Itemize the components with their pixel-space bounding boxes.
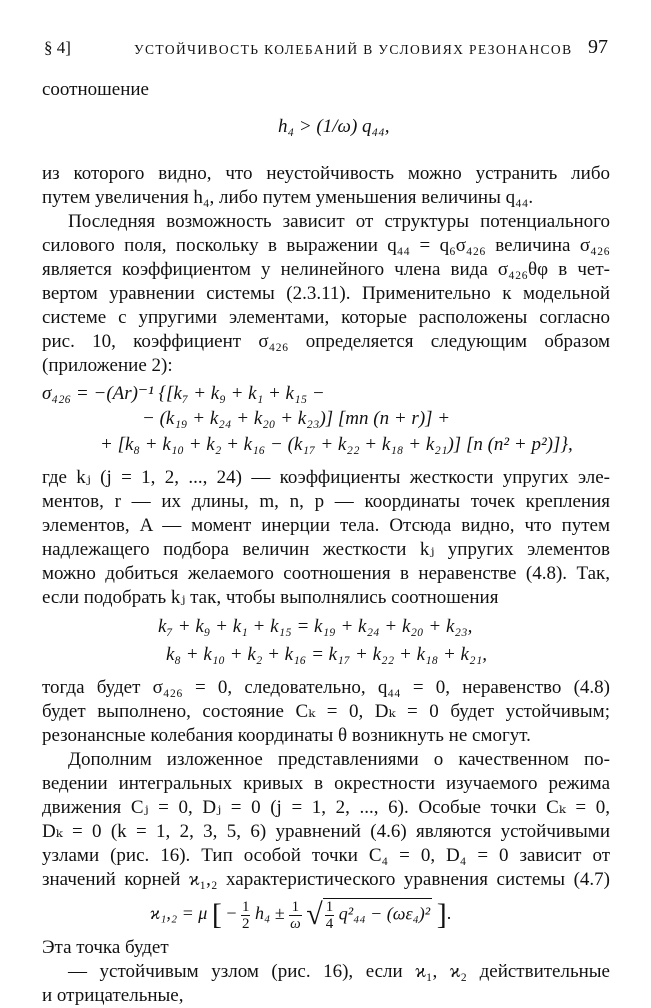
inequality-h4 [278, 116, 390, 138]
text-line: где kⱼ (j = 1, 2, ..., 24) — коэффициенты жесткости упругих эле- [42, 467, 610, 488]
h4-term: h₄ ± [254, 903, 285, 924]
text-line: резонансные колебания координаты θ возникнуть не смогут. [42, 725, 531, 746]
text-line: ведении интегральных кривых в окрестности изучаемого режима [42, 773, 610, 794]
equality-line2: k₈ + k₁₀ + k₂ + k₁₆ = k₁₇ + k₂₂ + k₁₈ + k₂₁, [166, 644, 487, 665]
text-line: рис. 10, коэффициент σ₄₂₆ определяется следующим образом [42, 331, 610, 352]
roots-lhs: ϰ₁,₂ = μ [150, 903, 208, 924]
text-line: соотношение [42, 79, 149, 100]
text-line: ментов, r — их длины, m, n, p — координаты точек крепления [42, 491, 610, 512]
fraction-one-over-omega: $\frac{1}{\omega}$ [290, 898, 301, 932]
equality-line1: k₇ + k₉ + k₁ + k₁₅ = k₁₉ + k₂₄ + k₂₀ + k₂₃, [158, 616, 473, 637]
text-line: силового поля, поскольку в выражении q₄₄ = q₆σ₄₂₆ величина σ₄₂₆ [42, 235, 610, 256]
section-marker: § 4] [44, 38, 71, 57]
text-line: можно добиться желаемого соотношения в неравенстве (4.8). Так, [42, 563, 610, 584]
sqrt-argument: $\frac{1}{4}$ q²₄₄ − (ωε₄)² [323, 898, 433, 932]
text-line: надлежащего подбора величин жесткости kⱼ упругих элементов [42, 539, 610, 560]
sigma-formula-line1: σ₄₂₆ = −(Ar)⁻¹ {[k₇ + k₉ + k₁ + k₁₅ − [42, 383, 325, 404]
text-line: путем увеличения h₄, либо путем уменьшения величины q₄₄. [42, 187, 534, 208]
text-line: если подобрать kⱼ так, чтобы выполнялись соотношения [42, 587, 499, 608]
text-line: движения Cⱼ = 0, Dⱼ = 0 (j = 1, 2, ..., 6). Особые точки Cₖ = 0, [42, 797, 610, 818]
page-number: 97 [588, 36, 608, 58]
text-line: будет выполнено, состояние Cₖ = 0, Dₖ = 0 будет устойчивым; [42, 701, 610, 722]
running-title: УСТОЙЧИВОСТЬ КОЛЕБАНИЙ В УСЛОВИЯХ РЕЗОНАНСОВ [134, 42, 573, 57]
inequality-text: h₄ > (1/ω) q₄₄, [278, 116, 390, 137]
sigma-formula-line2: − (k₁₉ + k₂₄ + k₂₀ + k₂₃)] [mn (n + r)] + [142, 408, 451, 429]
text-line: — устойчивым узлом (рис. 16), если ϰ₁, ϰ₂ действительные [68, 961, 610, 982]
text-line: (приложение 2): [42, 355, 173, 376]
bracket-open: [ [211, 898, 222, 931]
characteristic-roots-formula: ϰ₁,₂ = μ [ − $\frac{1}{2}$ h₄ ± $\frac{1}{\omega}$ √ $\frac{1}{4}$ q²₄₄ − (ωε₄)² ]. [150, 898, 452, 932]
text-line: системе с упругими элементами, которые расположены согласно [42, 307, 610, 328]
text-line: вертом уравнении системы (2.3.11). Применительно к модельной [42, 283, 610, 304]
text-line: Дополним изложенное представлениями о качественном по- [68, 749, 610, 770]
text-line: элементов, A — момент инерции тела. Отсюда видно, что путем [42, 515, 610, 536]
sigma-formula-line3: + [k₈ + k₁₀ + k₂ + k₁₆ − (k₁₇ + k₂₂ + k₁₈ + k₂₁)] [n (n² + p²)]}, [100, 434, 573, 455]
fraction-one-half: $\frac{1}{2}$ [241, 898, 250, 932]
text-line: и отрицательные, [42, 985, 184, 1006]
bracket-close: ] [436, 898, 447, 931]
text-line: из которого видно, что неустойчивость можно устранить либо [42, 163, 610, 184]
text-line: тогда будет σ₄₂₆ = 0, следовательно, q₄₄ = 0, неравенство (4.8) [42, 677, 610, 698]
text-line: Dₖ = 0 (k = 1, 2, 3, 5, 6) уравнений (4.6) являются устойчивыми [42, 821, 610, 842]
text-line: является коэффициентом у нелинейного члена вида σ₄₂₆θφ в чет- [42, 259, 610, 280]
sqrt-sign: √ [306, 898, 323, 931]
text-line: узлами (рис. 16). Тип особой точки C₄ = 0, D₄ = 0 зависит от [42, 845, 610, 866]
text-line: Последняя возможность зависит от структуры потенциального [68, 211, 610, 232]
text-line: значений корней ϰ₁,₂ характеристического уравнения системы (4.7) [42, 869, 610, 890]
text-line: Эта точка будет [42, 937, 169, 958]
minus-sign: − [226, 903, 237, 924]
